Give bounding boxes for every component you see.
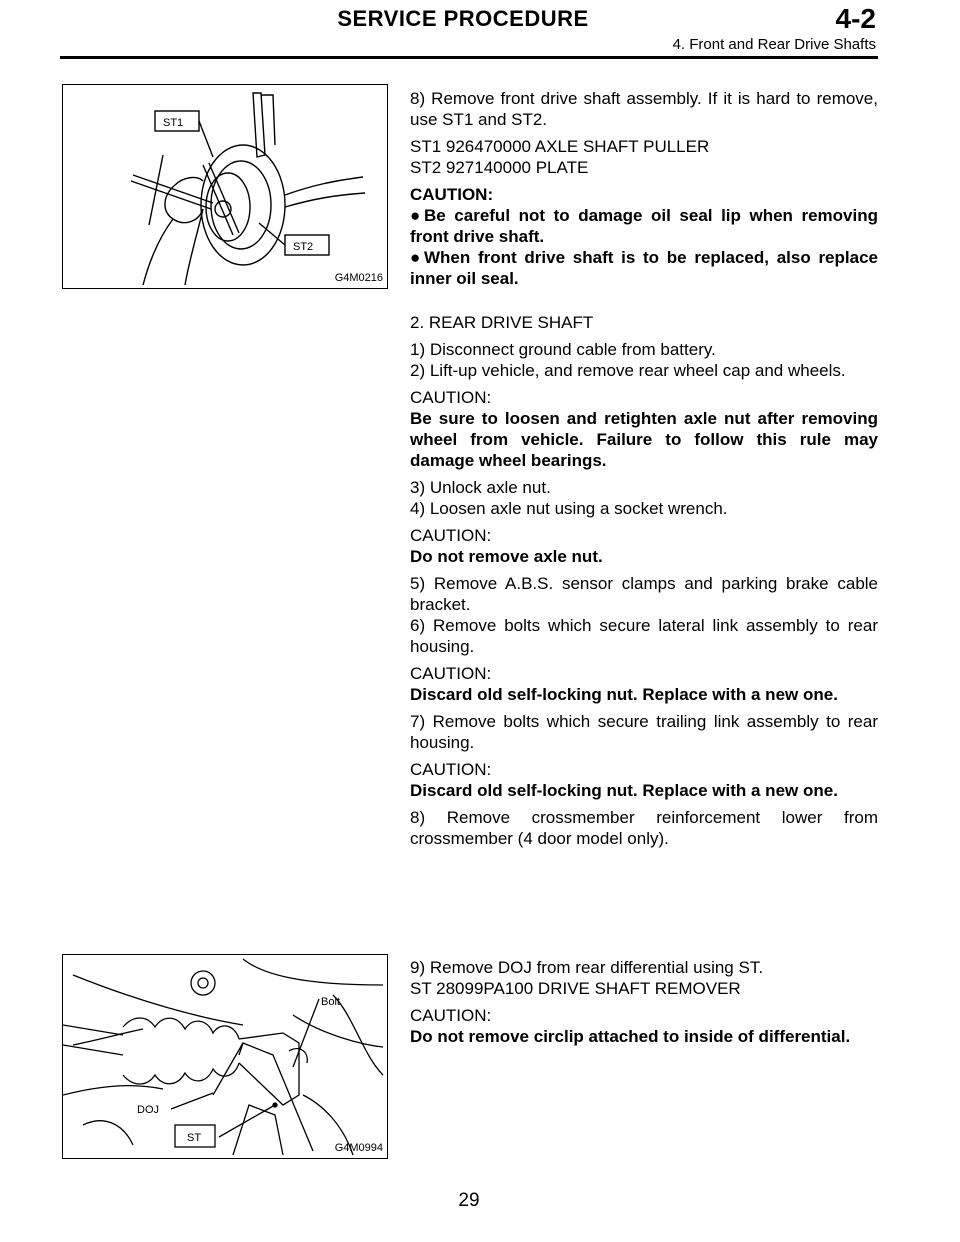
tool-st1: ST1 926470000 AXLE SHAFT PULLER (410, 137, 710, 156)
page-header-title: SERVICE PROCEDURE (337, 6, 589, 31)
caution-2-label: CAUTION: (410, 526, 492, 545)
figure-label-st: ST (187, 1132, 202, 1144)
caution-3-label: CAUTION: (410, 664, 492, 683)
section-number: 4-2 (835, 3, 876, 34)
caution-4-label: CAUTION: (410, 760, 492, 779)
step-8-rear: 8) Remove crossmember reinforcement lower from crossmember (4 door model only). (410, 808, 878, 848)
axle-shaft-puller-illustration (63, 85, 387, 288)
drive-shaft-remover-illustration (63, 955, 387, 1158)
step-9: 9) Remove DOJ from rear differential using ST. (410, 958, 764, 977)
figure-label-bolt: Bolt (321, 996, 340, 1008)
page-number: 29 (458, 1190, 480, 1211)
caution-4-text: Discard old self-locking nut. Replace with a new one. (410, 781, 838, 800)
caution-3-text: Discard old self-locking nut. Replace with a new one. (410, 685, 838, 704)
figure-label-st1: ST1 (163, 117, 184, 129)
caution-label: CAUTION: (410, 1006, 492, 1025)
step-8-front: 8) Remove front drive shaft assembly. If it is hard to remove, use ST1 and ST2. (410, 89, 878, 129)
figure-label-st2: ST2 (293, 241, 314, 253)
caution-1-label: CAUTION: (410, 388, 492, 407)
bullet-icon: ● (410, 248, 421, 267)
step-4: 4) Loosen axle nut using a socket wrench. (410, 499, 728, 518)
figure-id: G4M0216 (334, 272, 383, 284)
tool-st: ST 28099PA100 DRIVE SHAFT REMOVER (410, 979, 741, 998)
caution-label: CAUTION: (410, 185, 494, 204)
bullet-icon: ● (410, 206, 421, 225)
step-7: 7) Remove bolts which secure trailing link assembly to rear housing. (410, 712, 878, 752)
caution-bullet-1: ● Be careful not to damage oil seal lip when removing front drive shaft. (410, 206, 878, 246)
tool-st2: ST2 927140000 PLATE (410, 158, 589, 177)
doj-removal (410, 957, 878, 1053)
caution-2-text: Do not remove axle nut. (410, 547, 603, 566)
figure-axle-shaft-puller (62, 84, 388, 289)
figure-drive-shaft-remover (62, 954, 388, 1159)
figure-id: G4M0994 (334, 1142, 383, 1154)
step-1: 1) Disconnect ground cable from battery. (410, 340, 716, 359)
step-3: 3) Unlock axle nut. (410, 478, 551, 497)
header-rule (60, 56, 878, 59)
step-5: 5) Remove A.B.S. sensor clamps and parking brake cable bracket. (410, 574, 878, 614)
section-subtitle: 4. Front and Rear Drive Shafts (672, 36, 876, 53)
caution-bullet-2: ● When front drive shaft is to be replaced, also replace inner oil seal. (410, 248, 878, 288)
caution-text: Do not remove circlip attached to inside of differential. (410, 1027, 851, 1046)
step-2: 2) Lift-up vehicle, and remove rear wheel cap and wheels. (410, 361, 846, 380)
caution-1-text: Be sure to loosen and retighten axle nut after removing wheel from vehicle. Failure to follow this rule may damage wheel bearings. (410, 409, 878, 470)
section-heading: 2. REAR DRIVE SHAFT (410, 313, 594, 332)
rear-drive-shaft-section (410, 312, 878, 855)
figure-label-doj: DOJ (137, 1104, 159, 1116)
front-drive-shaft-removal (410, 88, 878, 295)
step-6: 6) Remove bolts which secure lateral link assembly to rear housing. (410, 616, 878, 656)
